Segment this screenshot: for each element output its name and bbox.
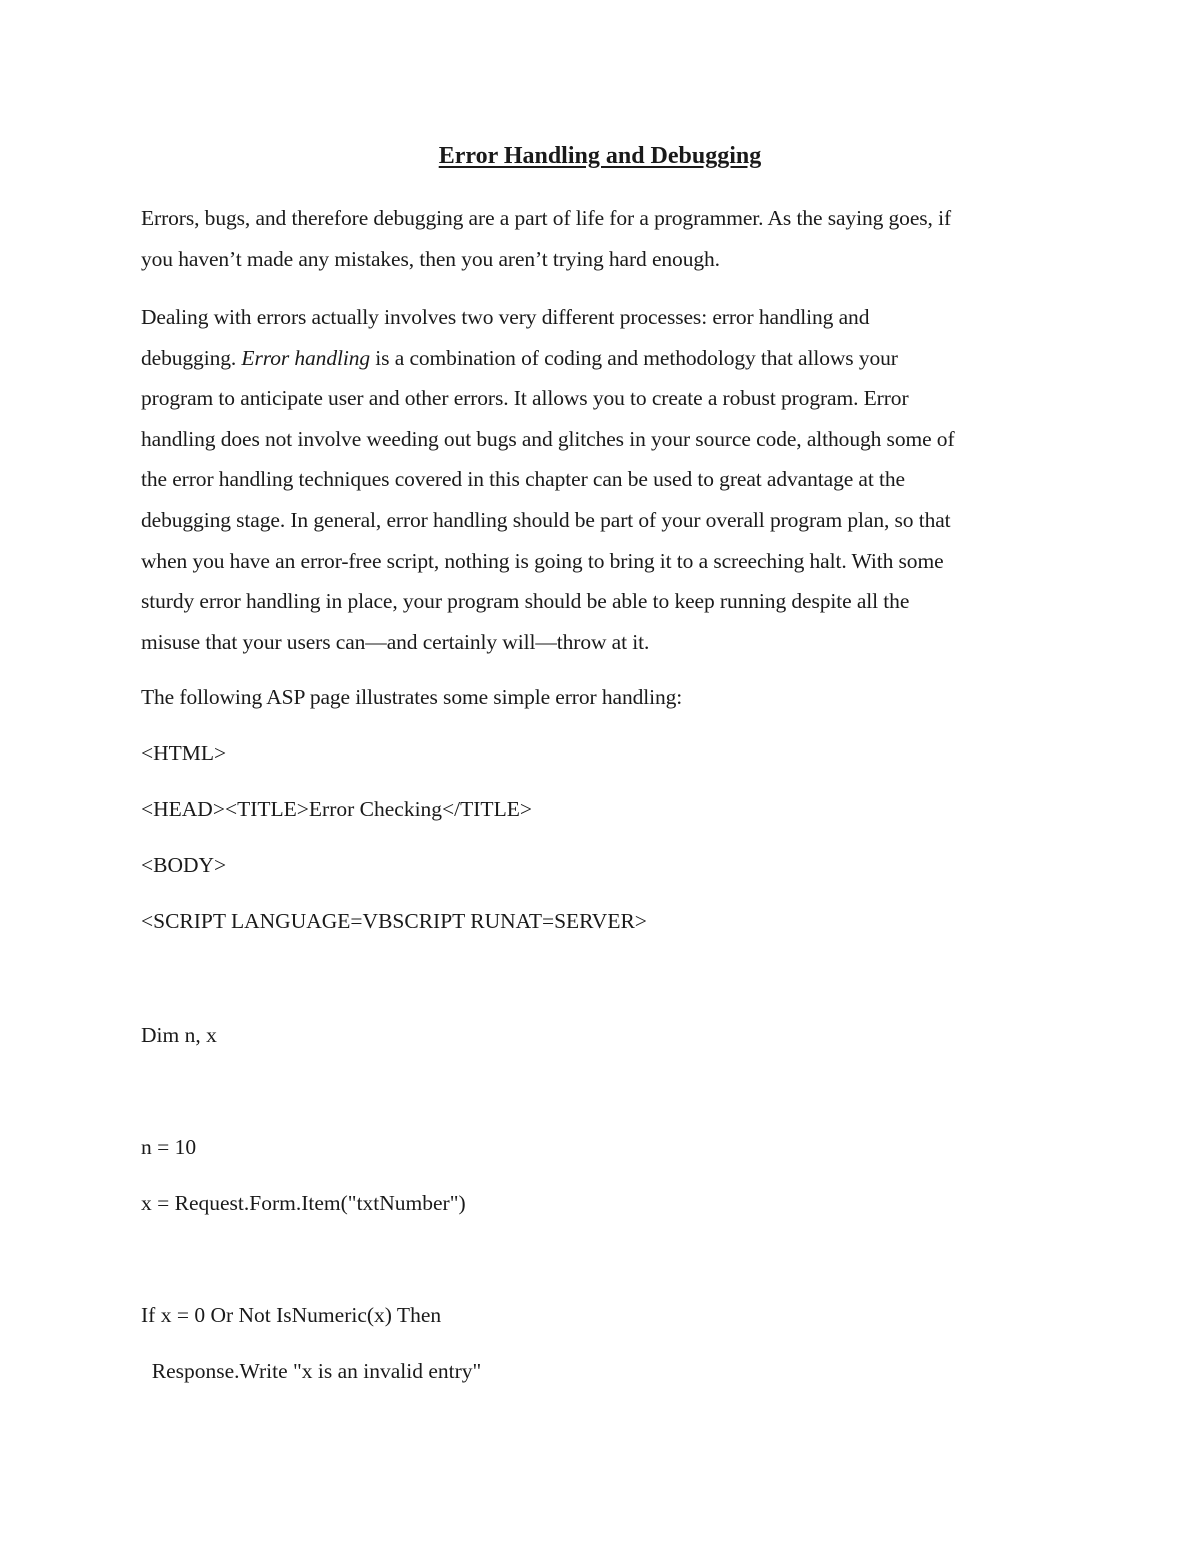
code-line: <SCRIPT LANGUAGE=VBSCRIPT RUNAT=SERVER> [141, 909, 647, 933]
paragraph-line: program to anticipate user and other errors. It allows you to create a robust program. Error [141, 386, 909, 411]
line-text: debugging. [141, 345, 242, 370]
code-line: <BODY> [141, 853, 227, 877]
code-line: n = 10 [141, 1135, 197, 1159]
error-handling-paragraph [141, 297, 1061, 662]
paragraph-line: when you have an error-free script, nothing is going to bring it to a screeching halt. With some [141, 548, 944, 573]
line-text: is a combination of coding and methodology that allows your [370, 345, 898, 370]
paragraph-line: debugging stage. In general, error handling should be part of your overall program plan, so that [141, 507, 951, 532]
intro-paragraph [141, 198, 1061, 279]
code-line: <HEAD><TITLE>Error Checking</TITLE> [141, 797, 532, 821]
asp-intro-paragraph [141, 677, 1061, 718]
paragraph-line: misuse that your users can—and certainly will—throw at it. [141, 629, 650, 654]
code-line: If x = 0 Or Not IsNumeric(x) Then [141, 1303, 442, 1327]
code-line: <HTML> [141, 741, 227, 765]
paragraph-line [141, 338, 1061, 379]
paragraph-line: Errors, bugs, and therefore debugging are a part of life for a programmer. As the saying goes, if [141, 206, 952, 230]
paragraph-line: Dealing with errors actually involves two very different processes: error handling and [141, 305, 870, 329]
emphasis-term: Error handling [241, 345, 371, 370]
paragraph-line: sturdy error handling in place, your program should be able to keep running despite all the [141, 589, 910, 614]
paragraph-line: The following ASP page illustrates some simple error handling: [141, 685, 683, 709]
code-line: x = Request.Form.Item("txtNumber") [141, 1191, 466, 1215]
paragraph-line: you haven’t made any mistakes, then you aren’t trying hard enough. [141, 246, 720, 271]
paragraph-line: the error handling techniques covered in this chapter can be used to great advantage at the [141, 467, 905, 492]
code-line: Dim n, x [141, 1023, 217, 1047]
code-line: Response.Write "x is an invalid entry" [141, 1359, 482, 1383]
paragraph-line: handling does not involve weeding out bugs and glitches in your source code, although some of [141, 426, 955, 451]
document-title: Error Handling and Debugging [438, 143, 762, 169]
